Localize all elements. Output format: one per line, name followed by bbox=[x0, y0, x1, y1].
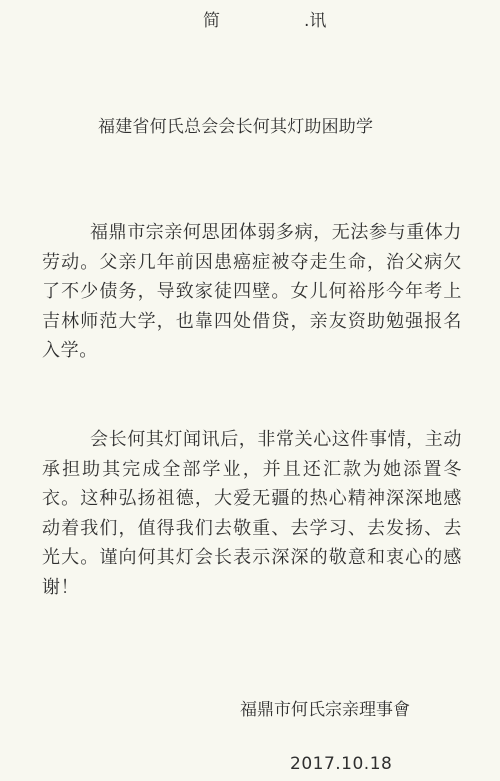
paragraph-1: 福鼎市宗亲何思团体弱多病，无法参与重体力劳动。父亲几年前因患癌症被夺走生命，治父病欠了不少债务，导致家徒四壁。女儿何裕彤今年考上吉林师范大学，也靠四处借贷，亲友资助勉强报名入学。 bbox=[42, 222, 462, 361]
signature: 福鼎市何氏宗亲理事會 bbox=[240, 700, 410, 720]
paragraph-2: 会长何其灯闻讯后，非常关心这件事情，主动承担助其完成全部学业，并且还汇款为她添置冬衣。这种弘扬祖德，大爱无疆的热心精神深深地感动着我们，值得我们去敬重、去学习、去发扬、去光大。谨向何其灯会长表示深深的敬意和衷心的感谢！ bbox=[42, 429, 462, 598]
article-title: 福建省何氏总会会长何其灯助困助学 bbox=[98, 117, 374, 137]
header-char-left: 简 bbox=[203, 11, 220, 31]
page-header bbox=[0, 8, 500, 34]
date: 2017.10.18 bbox=[290, 754, 393, 774]
header-char-right: .讯 bbox=[304, 11, 327, 31]
